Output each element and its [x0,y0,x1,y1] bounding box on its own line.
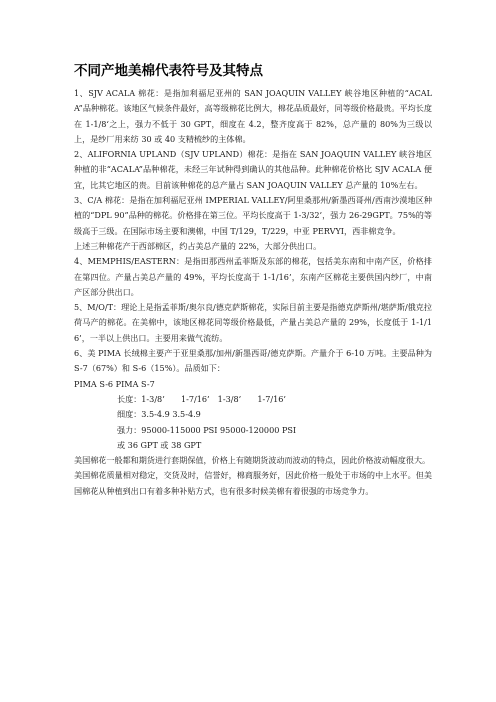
pima-length-row: 长度：1-3/8’ 1-7/16’ 1-3/8’ 1-7/16’ [117,393,286,404]
paragraph-pima: 6、美 PIMA 长绒棉主要产于亚里桑那/加州/新墨西哥/德克萨斯。产量介于 6-10 万吨。主要品种为 S-7（67%）和 S-6（15%）。品质如下： [74,348,432,374]
paragraph-mot: 5、M/O/T：理论上是指孟菲斯/奥尔良/德克萨斯棉花，实际目前主要是指德克萨斯州/堪萨斯/俄克拉荷马产的棉花。在美棉中，该地区棉花同等级价格最低，产量占美总产量的 29%，长度低于 1-1/16’，一半以上供出口。主要用来做气流纺。 [74,302,432,343]
paragraph-western-summary: 上述三种棉花产于西部棉区，约占美总产量的 22%，大部分供出口。 [74,240,322,251]
paragraph-memphis-eastern: 4、MEMPHIS/EASTERN：是指田那西州孟菲斯及东部的棉花，包括美东南和中南产区，价格排在第四位。产量占美总产量的 49%，平均长度高于 1-1/16’，东南产区棉花主要供国内纱厂，中南产区部分供出口。 [74,256,432,297]
pima-gpt-row: 或 36 GPT 或 38 GPT [117,439,202,450]
pima-strength-row: 强力：95000-115000 PSI 95000-120000 PSI [117,424,297,435]
paragraph-futures-hedging: 美国棉花一般都和期货进行套期保值，价格上有随期货波动而波动的特点，因此价格波动幅度很大。 [74,455,431,466]
document-title: 不同产地美棉代表符号及其特点 [74,63,263,79]
document-body [74,86,432,499]
paragraph-california-upland: 2、ALIFORNIA UPLAND（SJV UPLAND）棉花：是指在 SAN JOAQUIN VALLEY 峡谷地区种植的非“ACALA”品种棉花，未经三年试种得到确认的其他品种。此种棉花价格比 SJV ACALA 便宜，比其它地区的贵。目前该种棉花的总产量占 SAN JOAQUIN VALLEY 总产量的 10%左右。 [74,149,432,190]
paragraph-sjv-acala: 1、SJV ACALA 棉花：是指加利福尼亚州的 SAN JOAQUIN VALLEY 峡谷地区种植的“ACALA”品种棉花。该地区气候条件最好，高等级棉花比例大，棉花品质最好，同等级价格最贵。平均长度在 1-1/8‘之上，强力不低于 30 GPT，细度在 4.2，整齐度高于 82%，总产量的 80%为三级以上，是纱厂用来纺 30 或 40 支精梳纱的主体棉。 [74,88,432,144]
pima-header: PIMA S-6 PIMA S-7 [74,378,155,389]
paragraph-quality-competitiveness: 美国棉花质量相对稳定，交货及时，信誉好，棉商服务好，因此价格一般处于市场的中上水平。但美国棉花从种植到出口有着多种补贴方式，也有很多时候美棉有着很强的市场竞争力。 [74,470,432,496]
pima-fineness-row: 细度：3.5-4.9 3.5-4.9 [117,409,201,420]
paragraph-ca-cotton: 3、C/A 棉花：是指在加利福尼亚州 IMPERIAL VALLEY/阿里桑那州/新墨西哥州/西南沙漠地区种植的“DPL 90”品种的棉花。价格排在第三位。平均长度高于 1-3/32’，强力 26-29GPT。75%的等级高于三级。在国际市场主要和澳棉，中国 T/129，T/229，中亚 PERVYI，西非棉竞争。 [74,195,432,236]
